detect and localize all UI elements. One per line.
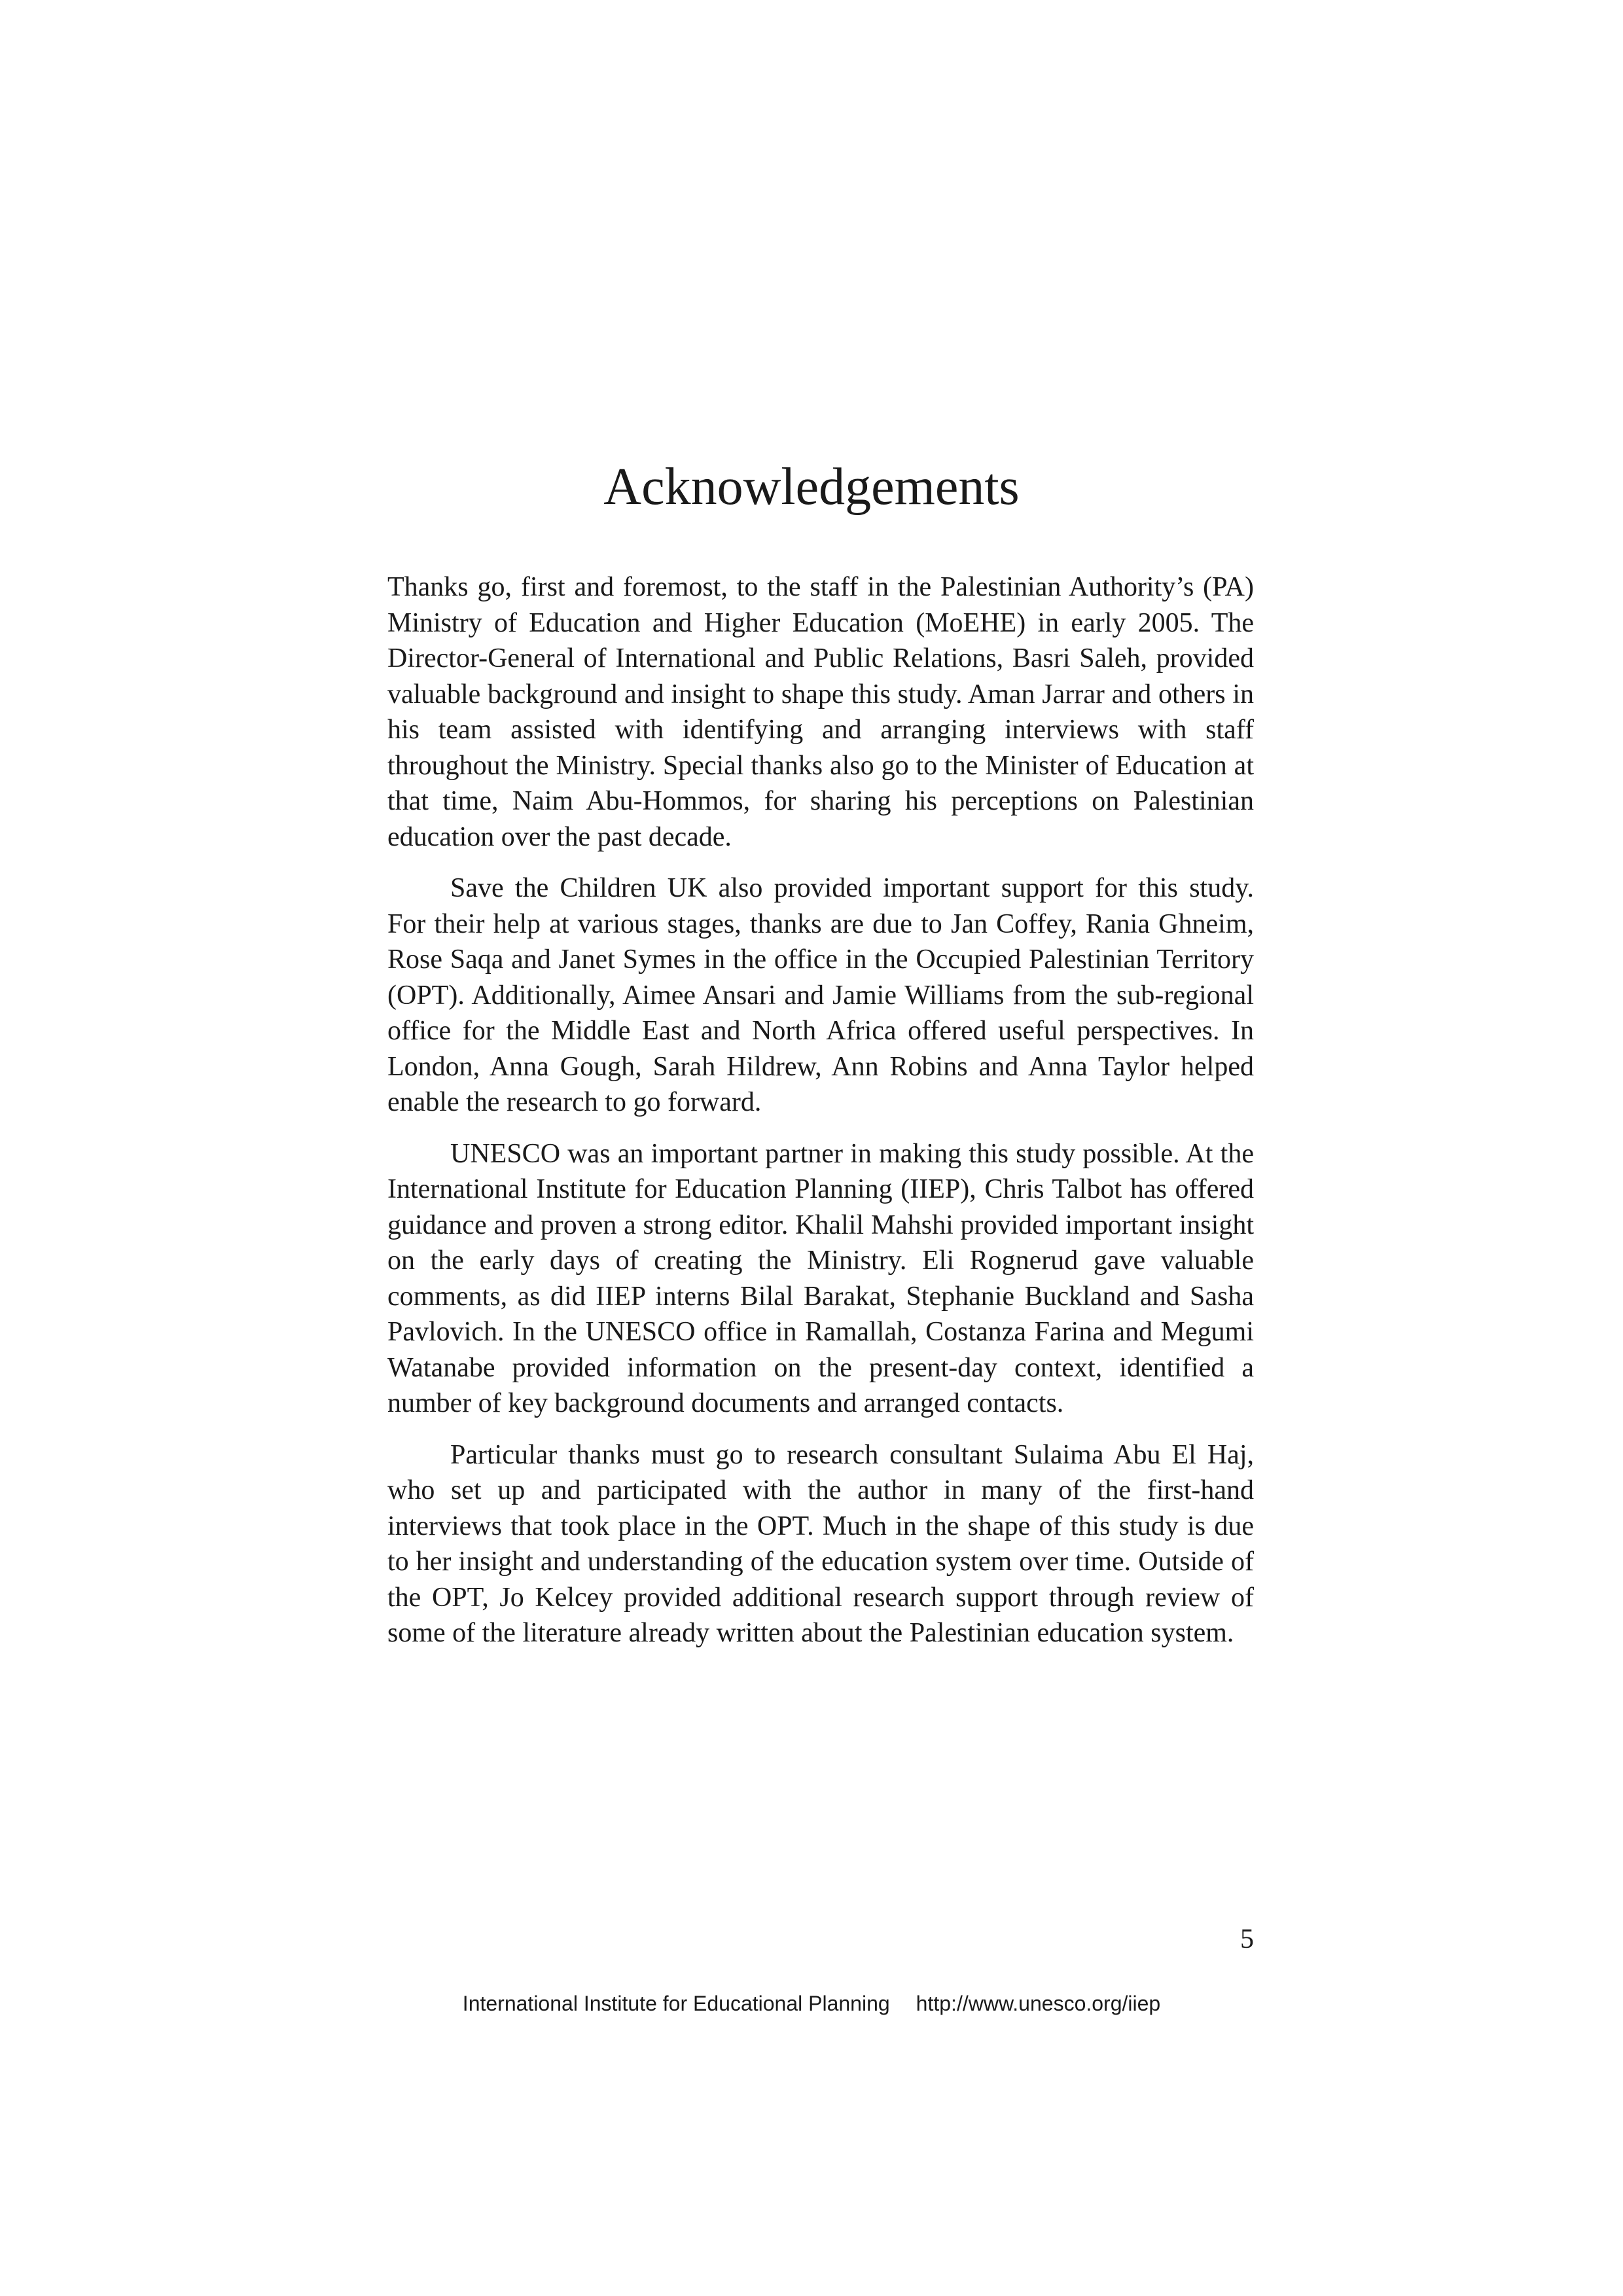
paragraph-save-the-children: Save the Children UK also provided important support for this study. For their help at various stages, thanks are due to Jan Coffey, Rania Ghneim, Rose Saqa and Janet Symes in the office in the Occupied Palestinian Territory (OPT). Additionally, Aimee Ansari and Jamie Williams from the sub-regional office for the Middle East and North Africa offered useful perspectives. In London, Anna Gough, Sarah Hildrew, Ann Robins and Anna Taylor helped enable the research to go forward. [387, 873, 1254, 1117]
page-title: Acknowledgements [603, 458, 1020, 516]
footer-institute-name: International Institute for Educational Planning [462, 1992, 890, 2015]
acknowledgements-body [387, 569, 1254, 1667]
paragraph-unesco: UNESCO was an important partner in making this study possible. At the International Institute for Education Planning (IIEP), Chris Talbot has offered guidance and proven a strong editor. Khalil Mahshi provided important insight on the early days of creating the Ministry. Eli Rognerud gave valuable comments, as did IIEP interns Bilal Barakat, Stephanie Buckland and Sasha Pavlovich. In the UNESCO office in Ramallah, Costanza Farina and Megumi Watanabe provided information on the present-day context, identified a number of key background documents and arranged contacts. [387, 1138, 1254, 1418]
footer-url-link[interactable]: http://www.unesco.org/iiep [916, 1992, 1161, 2015]
paragraph-staff-thanks: Thanks go, first and foremost, to the staff in the Palestinian Authority’s (PA) Ministry of Education and Higher Education (MoEHE) in early 2005. The Director-General of International and Public Relations, Basri Saleh, provided valuable background and insight to shape this study. Aman Jarrar and others in his team assisted with identifying and arranging interviews with staff throughout the Ministry. Special thanks also go to the Minister of Education at that time, Naim Abu-Hommos, for sharing his perceptions on Palestinian education over the past decade. [387, 572, 1254, 852]
page-number: 5 [1240, 1924, 1254, 1954]
paragraph-research-consultant: Particular thanks must go to research consultant Sulaima Abu El Haj, who set up and participated with the author in many of the first-hand interviews that took place in the OPT. Much in the shape of this study is due to her insight and understanding of the education system over time. Outside of the OPT, Jo Kelcey provided additional research support through review of some of the literature already written about the Palestinian education system. [387, 1439, 1254, 1648]
page-footer [0, 1991, 1623, 2016]
